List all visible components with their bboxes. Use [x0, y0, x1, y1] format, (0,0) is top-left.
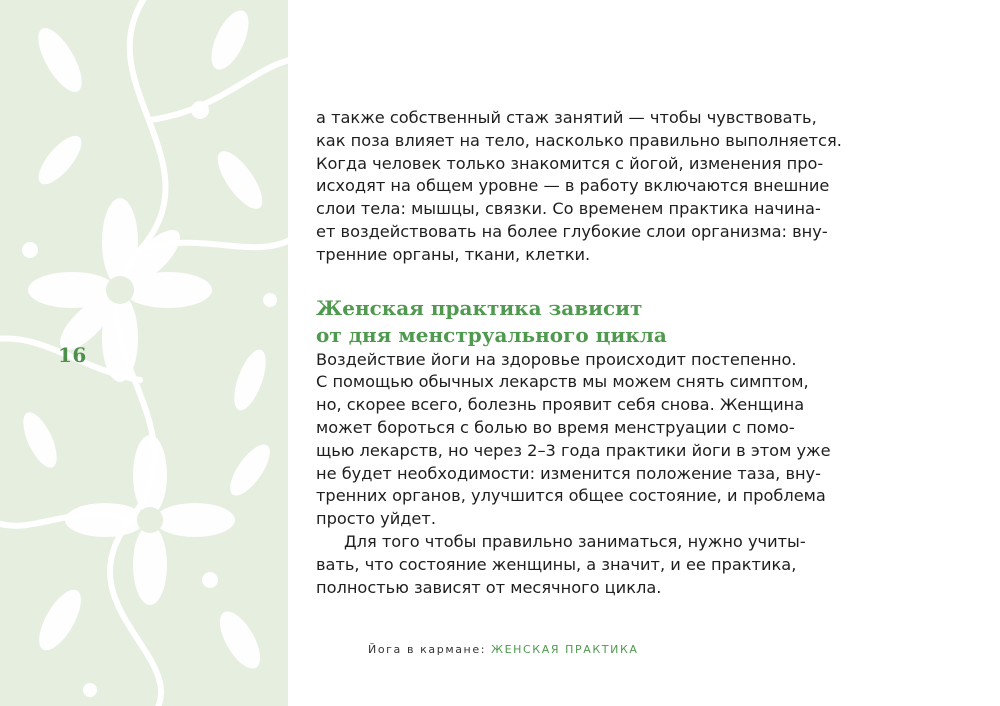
floral-pattern-icon [0, 0, 288, 706]
section-heading [316, 295, 916, 349]
text-line: тренние органы, ткани, клетки. [316, 244, 591, 264]
paragraph-3 [316, 531, 916, 599]
text-line: но, скорее всего, болезнь проявит себя снова. Женщина [316, 395, 805, 415]
text-line: С помощью обычных лекарств мы можем снять симптом, [316, 372, 809, 392]
page-number: 16 [58, 343, 87, 367]
text-line: Когда человек только знакомится с йогой, изменения про- [316, 153, 824, 173]
paragraph-1 [316, 107, 916, 267]
text-line: просто уйдет. [316, 509, 436, 529]
text-line: вать, что состояние женщины, а значит, и ее практика, [316, 554, 797, 574]
text-line: полностью зависят от месячного цикла. [316, 577, 662, 597]
heading-line: Женская практика зависит [316, 295, 643, 320]
text-line: Для того чтобы правильно заниматься, нужно учиты- [344, 531, 806, 551]
text-line: не будет необходимости: изменится положение таза, вну- [316, 463, 821, 483]
text-line: ет воздействовать на более глубокие слои организма: вну- [316, 221, 828, 241]
text-line: а также собственный стаж занятий — чтобы чувствовать, [316, 108, 817, 127]
text-line: тренних органов, улучшится общее состояние, и проблема [316, 486, 826, 506]
running-footer [368, 643, 639, 656]
paragraph-2 [316, 349, 916, 531]
text-line: исходят на общем уровне — в работу включаются внешние [316, 176, 830, 196]
text-line: как поза влияет на тело, насколько правильно выполняется. [316, 130, 842, 150]
main-text [316, 107, 916, 599]
heading-line: от дня менструального цикла [316, 322, 667, 347]
text-line: щью лекарств, но через 2–3 года практики йоги в этом уже [316, 440, 831, 460]
floral-ornament-panel [0, 0, 288, 706]
footer-series: ЖЕНСКАЯ ПРАКТИКА [491, 643, 639, 656]
text-line: Воздействие йоги на здоровье происходит постепенно. [316, 349, 797, 369]
spacer [316, 267, 916, 295]
text-line: слои тела: мышцы, связки. Со временем практика начина- [316, 199, 821, 219]
footer-book-title: Йога в кармане: [368, 643, 487, 656]
text-line: может бороться с болью во время менструации с помо- [316, 417, 795, 437]
